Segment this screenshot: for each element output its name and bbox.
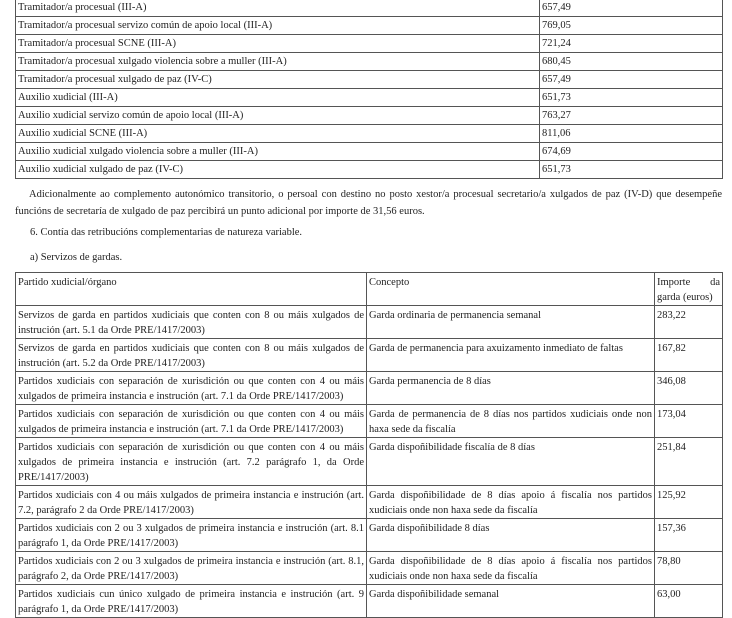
cell-importe: 346,08 (655, 372, 723, 405)
cell-concepto: Garda dispoñibilidade de 8 días apoio á fiscalía nos partidos xudiciais onde non haxa sede da fiscalía (367, 552, 655, 585)
row-amount: 651,73 (540, 89, 723, 107)
cell-importe: 125,92 (655, 486, 723, 519)
row-amount: 769,05 (540, 17, 723, 35)
cell-partido: Servizos de garda en partidos xudiciais que conten con 8 ou máis xulgados de instrución (art. 5.1 da Orde PRE/1417/2003) (16, 306, 367, 339)
cell-partido: Partidos xudiciais con 2 ou 3 xulgados de primeira instancia e instrución (art. 8.1, parágrafo 2, da Orde PRE/1417/2003) (16, 552, 367, 585)
cell-importe: 167,82 (655, 339, 723, 372)
row-amount: 651,73 (540, 161, 723, 179)
table-row (16, 405, 723, 438)
table-row (16, 486, 723, 519)
cell-partido: Partidos xudiciais con 2 ou 3 xulgados de primeira instancia e instrución (art. 8.1 parágrafo 1, da Orde PRE/1417/2003) (16, 519, 367, 552)
table-row (16, 35, 723, 53)
table-row (16, 161, 723, 179)
cell-concepto: Garda ordinaria de permanencia semanal (367, 306, 655, 339)
cell-concepto: Garda dispoñibilidade de 8 días apoio á fiscalía nos partidos xudiciais onde non haxa sede da fiscalía (367, 486, 655, 519)
cell-concepto: Garda dispoñibilidade semanal (367, 585, 655, 618)
cell-importe: 173,04 (655, 405, 723, 438)
cell-partido: Partidos xudiciais con separación de xurisdición ou que conten con 4 ou máis xulgados de primeira instancia e instrución (art. 7.1 da Orde PRE/1417/2003) (16, 405, 367, 438)
cell-partido: Partidos xudiciais con separación de xurisdición ou que conten con 4 ou máis xulgados de primeira instancia e instrución (art. 7.2 parágrafo 1, da Orde PRE/1417/2003) (16, 438, 367, 486)
row-label: Auxilio xudicial xulgado de paz (IV-C) (16, 161, 540, 179)
table-row (16, 143, 723, 161)
table-row (16, 17, 723, 35)
section-heading: 6. Contía das retribucións complementarias de natureza variable. (30, 227, 303, 238)
cell-concepto: Garda de permanencia para axuizamento inmediato de faltas (367, 339, 655, 372)
row-label: Auxilio xudicial SCNE (III-A) (16, 125, 540, 143)
cell-importe: 78,80 (655, 552, 723, 585)
table-row (16, 372, 723, 405)
header-partido: Partido xudicial/órgano (16, 273, 367, 306)
row-amount: 721,24 (540, 35, 723, 53)
row-label: Tramitador/a procesual xulgado de paz (IV-C) (16, 71, 540, 89)
table-row (16, 107, 723, 125)
header-importe: Importe da garda (euros) (655, 273, 723, 306)
table-row (16, 519, 723, 552)
table-row (16, 53, 723, 71)
cell-importe: 283,22 (655, 306, 723, 339)
table-row (16, 71, 723, 89)
row-amount: 680,45 (540, 53, 723, 71)
row-label: Tramitador/a procesual (III-A) (16, 0, 540, 17)
row-amount: 674,69 (540, 143, 723, 161)
cell-concepto: Garda permanencia de 8 días (367, 372, 655, 405)
row-label: Tramitador/a procesual xulgado violencia sobre a muller (III-A) (16, 53, 540, 71)
cell-partido: Servizos de garda en partidos xudiciais que conten con 8 ou máis xulgados de instrución (art. 5.2 da Orde PRE/1417/2003) (16, 339, 367, 372)
row-amount: 657,49 (540, 71, 723, 89)
cell-importe: 63,00 (655, 585, 723, 618)
cell-concepto: Garda dispoñibilidade fiscalía de 8 días (367, 438, 655, 486)
table-row (16, 125, 723, 143)
table-row (16, 585, 723, 618)
row-label: Auxilio xudicial (III-A) (16, 89, 540, 107)
table-row (16, 89, 723, 107)
retribution-table (15, 0, 723, 179)
cell-partido: Partidos xudiciais con separación de xurisdición ou que conten con 4 ou máis xulgados de primeira instancia e instrución (art. 7.1 da Orde PRE/1417/2003) (16, 372, 367, 405)
cell-importe: 157,36 (655, 519, 723, 552)
cell-concepto: Garda de permanencia de 8 días nos partidos xudiciais onde non haxa sede da fiscalía (367, 405, 655, 438)
row-label: Tramitador/a procesual servizo común de apoio local (III-A) (16, 17, 540, 35)
header-concepto: Concepto (367, 273, 655, 306)
row-amount: 657,49 (540, 0, 723, 17)
table-row (16, 339, 723, 372)
table-row (16, 552, 723, 585)
row-amount: 763,27 (540, 107, 723, 125)
cell-concepto: Garda dispoñibilidade 8 días (367, 519, 655, 552)
table-header-row (16, 273, 723, 306)
row-amount: 811,06 (540, 125, 723, 143)
cell-importe: 251,84 (655, 438, 723, 486)
cell-partido: Partidos xudiciais con 4 ou máis xulgados de primeira instancia e instrución (art. 7.2, parágrafo 2 da Orde PRE/1417/2003) (16, 486, 367, 519)
paragraph-additional-point: Adicionalmente ao complemento autonómico transitorio, o persoal con destino no posto xestor/a procesual secretario/a xulgados de paz (IV-D) que desempeñe funcións de secretaría de xulgado de paz percibirá un punto adicional por importe de 31,56 euros. (15, 189, 722, 217)
guard-services-table (15, 272, 723, 618)
subsection-heading: a) Servizos de gardas. (30, 252, 123, 263)
row-label: Tramitador/a procesual SCNE (III-A) (16, 35, 540, 53)
row-label: Auxilio xudicial xulgado violencia sobre a muller (III-A) (16, 143, 540, 161)
table-row (16, 0, 723, 17)
row-label: Auxilio xudicial servizo común de apoio local (III-A) (16, 107, 540, 125)
table-row (16, 306, 723, 339)
table-row (16, 438, 723, 486)
cell-partido: Partidos xudiciais cun único xulgado de primeira instancia e instrución (art. 9 parágrafo 1, da Orde PRE/1417/2003) (16, 585, 367, 618)
